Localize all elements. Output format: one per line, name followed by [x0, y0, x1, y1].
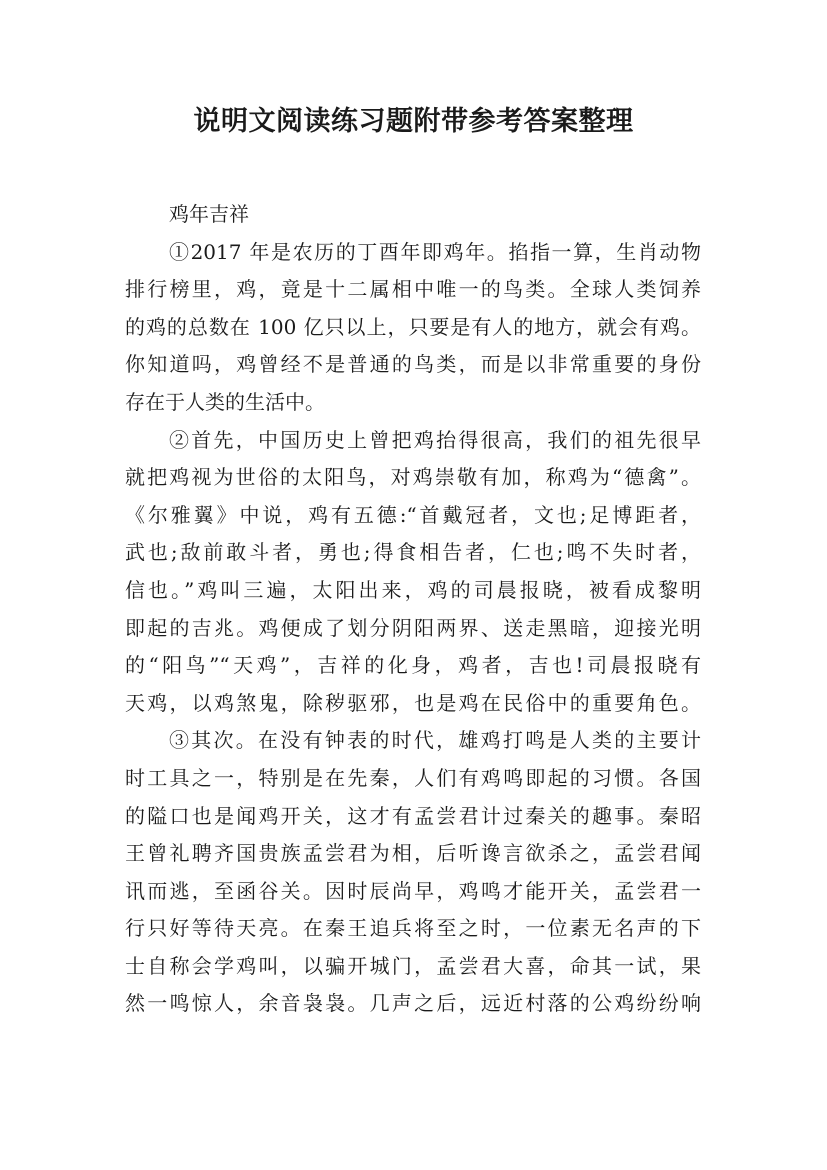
paragraph-line: 的鸡的总数在 100 亿只以上，只要是有人的地方，就会有鸡。 [125, 314, 701, 339]
paragraph-line: 存在于人类的生活中。 [125, 389, 325, 414]
paragraph-line: ②首先，中国历史上曾把鸡抬得很高，我们的祖先很早 [169, 427, 701, 452]
paragraph-line: 行只好等待天亮。在秦王追兵将至之时，一位素无名声的下 [125, 916, 701, 941]
article-body [125, 196, 725, 1023]
paragraph-line: 排行榜里，鸡，竟是十二属相中唯一的鸟类。全球人类饲养 [125, 277, 701, 302]
paragraph-line: 然一鸣惊人，余音袅袅。几声之后，远近村落的公鸡纷纷响 [125, 991, 701, 1016]
paragraph-line: 即起的吉兆。鸡便成了划分阴阳两界、送走黑暗，迎接光明 [125, 615, 701, 640]
paragraph-line: 天鸡，以鸡煞鬼，除秽驱邪，也是鸡在民俗中的重要角色。 [125, 690, 701, 715]
paragraph-line: 你知道吗，鸡曾经不是普通的鸟类，而是以非常重要的身份 [125, 352, 701, 377]
paragraph-line: 武也;敌前敢斗者，勇也;得食相告者，仁也;鸣不失时者， [125, 540, 701, 565]
paragraph-line: 王曾礼聘齐国贵族孟尝君为相，后听谗言欲杀之，孟尝君闻 [125, 841, 701, 866]
paragraph-line: ①2017 年是农历的丁酉年即鸡年。掐指一算，生肖动物 [169, 239, 701, 264]
article-heading: 鸡年吉祥 [169, 202, 249, 226]
paragraph-line: 士自称会学鸡叫，以骗开城门，孟尝君大喜，命其一试，果 [125, 953, 701, 978]
paragraph-line: 的隘口也是闻鸡开关，这才有孟尝君计过秦关的趣事。秦昭 [125, 803, 701, 828]
document-title: 说明文阅读练习题附带参考答案整理 [193, 106, 634, 137]
paragraph-line: 的“阳鸟”“天鸡”，吉祥的化身，鸡者，吉也!司晨报晓有 [125, 653, 701, 678]
paragraph-line: 信也。”鸡叫三遍，太阳出来，鸡的司晨报晓，被看成黎明 [125, 577, 701, 602]
paragraph-line: 时工具之一，特别是在先秦，人们有鸡鸣即起的习惯。各国 [125, 765, 701, 790]
paragraph-line: 《尔雅翼》中说，鸡有五德:“首戴冠者，文也;足博距者， [125, 502, 701, 527]
paragraph-line: 就把鸡视为世俗的太阳鸟，对鸡崇敬有加，称鸡为“德禽”。 [125, 465, 701, 490]
paragraph-line: 讯而逃，至函谷关。因时辰尚早，鸡鸣才能开关，孟尝君一 [125, 878, 701, 903]
paragraph-line: ③其次。在没有钟表的时代，雄鸡打鸣是人类的主要计 [169, 728, 701, 753]
